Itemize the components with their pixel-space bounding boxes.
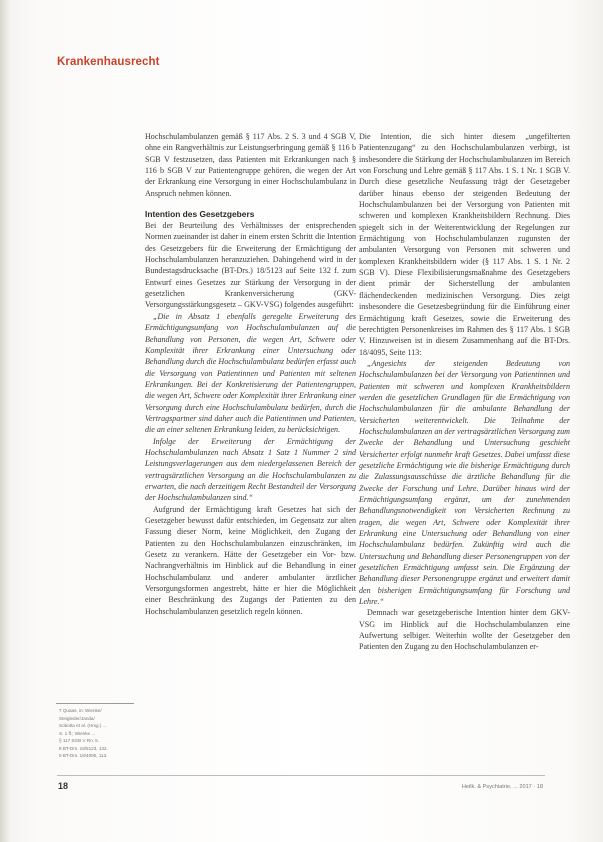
- footnote-line: S. 1 ff.; Wienke ...: [59, 730, 96, 736]
- footnote-line: Steigleder/Janda/: [59, 715, 95, 721]
- page-number: 18: [58, 781, 69, 791]
- footnote-divider: [56, 703, 134, 704]
- journal-citation: Heilk. & Psychiatrie, ... 2017 · 18: [461, 784, 543, 790]
- right-column: [359, 131, 570, 653]
- body-paragraph: Die Intention, die sich hinter diesem „ungefilterten Patientenzugang“ zu den Hochschulambulanzen verbirgt, ist insbesondere die Stärkung der Hochschulambulanzen im Bereich von Forschung und Lehre gemäß § 117 Abs. 1 S. 1 Nr. 1 SGB V. Durch diese gesetzliche Neufassung trägt der Gesetzgeber darüber hinaus ebenso der steigenden Bedeutung der Hochschulambulanzen bei der Versorgung von Patienten mit schweren und komplexen Krankheitsbildern Rechnung. Dies spiegelt sich in der Weiterentwicklung der Regelungen zur Ermächtigung von Hochschulambulanzen zugunsten der ambulanten Versorgung von Personen mit schweren und komplexen Krankheitsbildern wider (§ 117 Abs. 1 S. 1 Nr. 2 SGB V). Diese Flexibilisierungsmaßnahme des Gesetzgebers dient primär der Sicherstellung der ambulanten flächendeckenden medizinischen Versorgung. Dies zeigt insbesondere die Gesetzesbegründung für die Einführung einer Ermächtigung kraft Gesetzes, sowie die Erweiterung des berechtigten Personenkreises im Rahmen des § 117 Abs. 1 SGB V. Hinzuweisen ist in diesem Zusammenhang auf die BT-Drs. 18/4095, Seite 113:: [359, 132, 570, 357]
- body-paragraph: Bei der Beurteilung des Verhältnisses der entsprechenden Normen zueinander ist daher in einem ersten Schritt die Intention des Gesetzgebers für die Erweiterung der Ermächtigung der Hochschulambulanzen heranzuziehen. Dahingehend wird in der Bundestagsdrucksache (BT-Drs.) 18/5123 auf Seite 132 f. zum Entwurf eines Gesetzes zur Stärkung der Versorgung in der gesetzlichen Krankenversicherung (GKV-Versorgungsstärkungsgesetz – GKV-VSG) folgendes ausgeführt:: [145, 221, 356, 310]
- section-label: Krankenhausrecht: [57, 56, 160, 68]
- quote-paragraph: „Die in Absatz 1 ebenfalls geregelte Erweiterung des Ermächtigungsumfang von Hochschulambulanzen auf die Behandlung von Personen, die wegen Art, Schwere oder Komplexität ihrer Erkrankung einer Untersuchung oder Behandlung durch die Hochschulambulanz bedürfen erfasst auch die Versorgung von Patientinnen und Patienten mit seltenen Erkrankungen. Bei der Konkretisierung der Patientengruppen, die wegen Art, Schwere oder Komplexität ihrer Erkrankung einer Versorgung durch eine Hochschulambulanz bedürfen, durch die Vertragspartner sind daher auch die Patientinnen und Patienten, die an einer seltenen Erkrankung leiden, zu berücksichtigen.: [145, 311, 356, 435]
- section-heading: Intention des Gesetzgebers: [145, 209, 255, 220]
- page-spine-shadow: [0, 0, 10, 842]
- footnote-line: 8 BT-Drs. 18/5123, 132.: [59, 745, 108, 751]
- footer-divider: [57, 775, 545, 776]
- footnotes: [59, 707, 135, 760]
- footnote-line: 9 BT-Drs. 18/4095, 113.: [59, 753, 108, 758]
- intro-paragraph: Hochschulambulanzen gemäß § 117 Abs. 2 S. 3 und 4 SGB V, ohne ein Rangverhältnis zur Leistungserbringung gemäß § 116 b SGB V festzusetzen, dass Patienten mit Erkrankungen nach § 116 b SGB V zur Patientengruppe gehören, die wegen der Art der Erkrankung eine Versorgung in einer Hochschulambulanz in Anspruch nehmen können.: [145, 132, 356, 198]
- footnote-line: Sobotta et al. (Hrsg.) ...: [59, 723, 107, 728]
- left-column: [145, 131, 356, 617]
- footnote-line: 7 Quaas, in: Wienke/: [59, 708, 102, 713]
- quote-paragraph: Infolge der Erweiterung der Ermächtigung der Hochschulambulanzen nach Absatz 1 Satz 1 Nummer 2 sind Leistungsverlagerungen aus dem niedergelassenen Bereich der vertragsärztlichen Versorgung an die Hochschulambulanzen zu erwarten, die nach derzeitigem Recht Bestandteil der Versorgung der Hochschulambulanzen sind.“: [145, 436, 356, 503]
- footnote-line: § 117 SGB V Rn. 5.: [59, 738, 100, 743]
- body-paragraph: Demnach war gesetzgeberische Intention hinter dem GKV-VSG im Hinblick auf die Hochschulambulanzen eine Aufwertung selbiger. Weiterhin wollte der Gesetzgeber den Patienten den Zugang zu den Hochschulambulanzen er-: [359, 608, 570, 652]
- body-paragraph: Aufgrund der Ermächtigung kraft Gesetzes hat sich der Gesetzgeber bewusst dafür entschieden, im Gegensatz zur alten Fassung dieser Norm, keine Möglichkeit, den Zugang der Patienten zu den Hochschulambulanzen einzuschränken, im Gesetz zu verankern. Hätte der Gesetzgeber ein Vor- bzw. Nachrangverhältnis im Hinblick auf die Behandlung in einer Hochschulambulanz und anderer ambulanter ärztlicher Versorgungsformen angestrebt, hätte er hier die Möglichkeit einer Beschränkung des Zugangs der Patienten zu den Hochschulambulanzen gesetzlich regeln können.: [145, 504, 356, 616]
- quote-paragraph: „Angesichts der steigenden Bedeutung von Hochschulambulanzen bei der Versorgung von Patientinnen und Patienten mit schweren und komplexen Krankheitsbildern werden die gesetzlichen Grundlagen für die Ermächtigung von Hochschulambulanzen für die ambulante Behandlung der Versicherten weiterentwickelt. Die Teilnahme der Hochschulambulanzen an der vertragsärztlichen Versorgung zum Zwecke der Behandlung und Untersuchung geschieht Versicherter erfolgt nunmehr kraft Gesetzes. Dabei umfasst diese gesetzliche Ermächtigung wie die bisherige Ermächtigung durch die Zulassungsausschüsse die ärztliche Behandlung für die Zwecke der Forschung und Lehre. Darüber hinaus wird der Ermächtigungsumfang ergänzt, um der zunehmenden Behandlungsnotwendigkeit von Versicherten Rechnung zu tragen, die wegen Art, Schwere oder Komplexität ihrer Erkrankung eine Untersuchung oder Behandlung von einer Hochschulambulanz bedürfen. Zukünftig wird auch die Untersuchung und Behandlung dieser Personengruppen von der gesetzlichen Ermächtigung umfasst sein. Die Ergänzung der Behandlung dieser Personengruppe ergänzt und erweitert damit den bisherigen Ermächtigungsumfang für Forschung und Lehre.“: [359, 358, 570, 607]
